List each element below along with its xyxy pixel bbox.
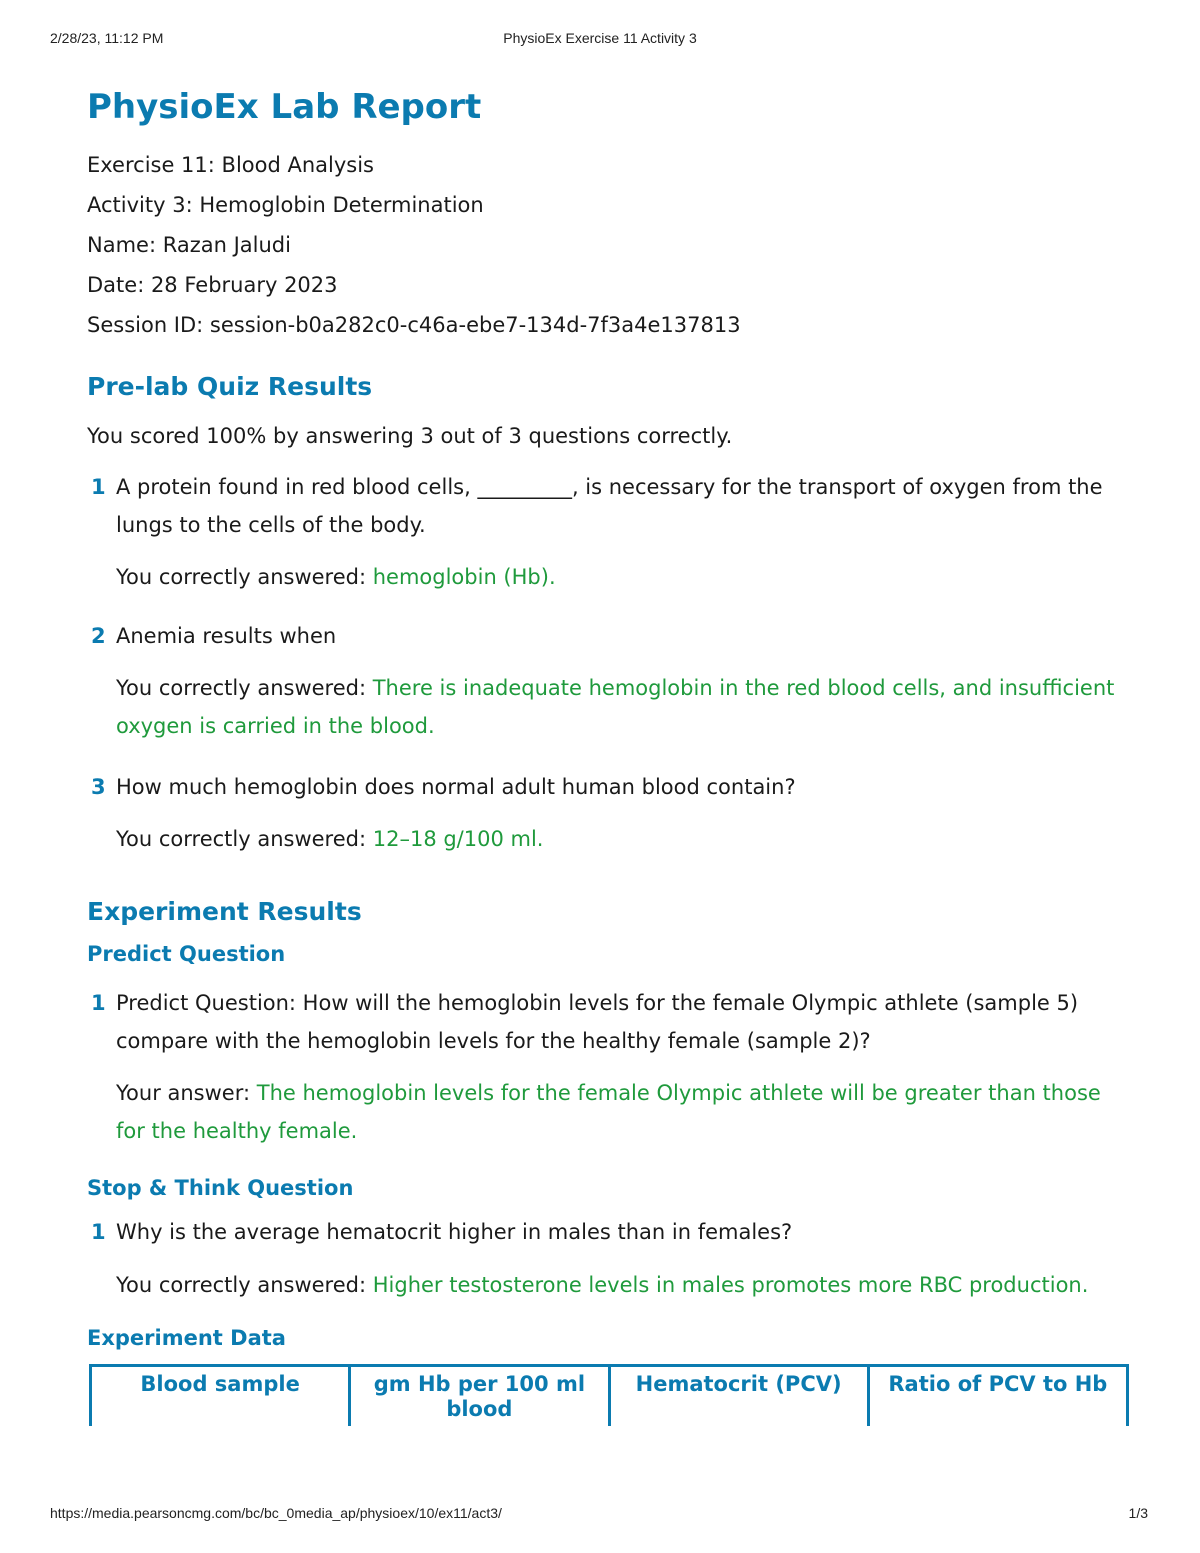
question-text: Predict Question: How will the hemoglobin levels for the female Olympic athlete (sample 5) compare with the hemoglobin levels for the healthy female (sample 2)? xyxy=(116,991,1079,1053)
question-text: Why is the average hematocrit higher in males than in females? xyxy=(116,1220,793,1244)
column-header-hematocrit: Hematocrit (PCV) xyxy=(609,1366,868,1427)
question-number: 1 xyxy=(91,1220,106,1244)
prelab-answer-2 xyxy=(87,669,1127,745)
prelab-question-1 xyxy=(87,468,1127,544)
name-line: Name: Razan Jaludi xyxy=(87,233,291,257)
table-header-row xyxy=(91,1366,1128,1427)
prelab-score: You scored 100% by answering 3 out of 3 questions correctly. xyxy=(87,424,733,448)
stop-think-answer xyxy=(87,1266,1127,1304)
print-timestamp: 2/28/23, 11:12 PM xyxy=(50,30,164,46)
print-page-title: PhysioEx Exercise 11 Activity 3 xyxy=(503,30,697,46)
column-header-ratio: Ratio of PCV to Hb xyxy=(868,1366,1127,1427)
predict-answer xyxy=(87,1074,1127,1150)
session-line: Session ID: session-b0a282c0-c46a-ebe7-134d-7f3a4e137813 xyxy=(87,313,741,337)
question-text: Anemia results when xyxy=(116,624,337,648)
exercise-line: Exercise 11: Blood Analysis xyxy=(87,153,374,177)
report-content xyxy=(87,82,1127,1426)
answer-value: hemoglobin (Hb). xyxy=(372,565,556,589)
predict-heading: Predict Question xyxy=(87,942,286,966)
answer-label: You correctly answered: xyxy=(116,676,373,700)
column-header-blood-sample: Blood sample xyxy=(91,1366,350,1427)
answer-label: Your answer: xyxy=(116,1081,257,1105)
report-info xyxy=(87,145,1127,345)
prelab-question-3 xyxy=(87,768,1127,806)
prelab-answer-3 xyxy=(87,820,1127,858)
answer-value: The hemoglobin levels for the female Olympic athlete will be greater than those for the healthy female. xyxy=(116,1081,1101,1143)
print-header xyxy=(0,30,1200,50)
answer-label: You correctly answered: xyxy=(116,827,373,851)
answer-value: 12–18 g/100 ml. xyxy=(372,827,544,851)
question-number: 1 xyxy=(91,475,106,499)
question-text: How much hemoglobin does normal adult human blood contain? xyxy=(116,775,796,799)
print-url: https://media.pearsoncmg.com/bc/bc_0media_ap/physioex/10/ex11/act3/ xyxy=(50,1505,502,1521)
stop-think-heading: Stop & Think Question xyxy=(87,1176,354,1200)
report-title: PhysioEx Lab Report xyxy=(87,87,482,127)
page-number: 1/3 xyxy=(1128,1505,1148,1521)
answer-label: You correctly answered: xyxy=(116,1273,373,1297)
stop-think-question xyxy=(87,1213,1127,1251)
question-number: 1 xyxy=(91,991,106,1015)
experiment-data-heading: Experiment Data xyxy=(87,1326,286,1350)
prelab-heading: Pre-lab Quiz Results xyxy=(87,372,373,401)
activity-line: Activity 3: Hemoglobin Determination xyxy=(87,193,484,217)
answer-value: There is inadequate hemoglobin in the red blood cells, and insufficient oxygen is carried in the blood. xyxy=(116,676,1115,738)
column-header-hb: gm Hb per 100 ml blood xyxy=(350,1366,609,1427)
question-text: A protein found in red blood cells, _________, is necessary for the transport of oxygen from the lungs to the cells of the body. xyxy=(116,475,1103,537)
prelab-question-2 xyxy=(87,617,1127,655)
question-number: 2 xyxy=(91,624,106,648)
prelab-answer-1 xyxy=(87,558,1127,596)
print-footer xyxy=(0,1505,1200,1525)
answer-value: Higher testosterone levels in males promotes more RBC production. xyxy=(372,1273,1089,1297)
question-number: 3 xyxy=(91,775,106,799)
experiment-heading: Experiment Results xyxy=(87,897,362,926)
answer-label: You correctly answered: xyxy=(116,565,373,589)
predict-question xyxy=(87,984,1127,1060)
date-line: Date: 28 February 2023 xyxy=(87,273,338,297)
experiment-data-table xyxy=(89,1364,1129,1426)
